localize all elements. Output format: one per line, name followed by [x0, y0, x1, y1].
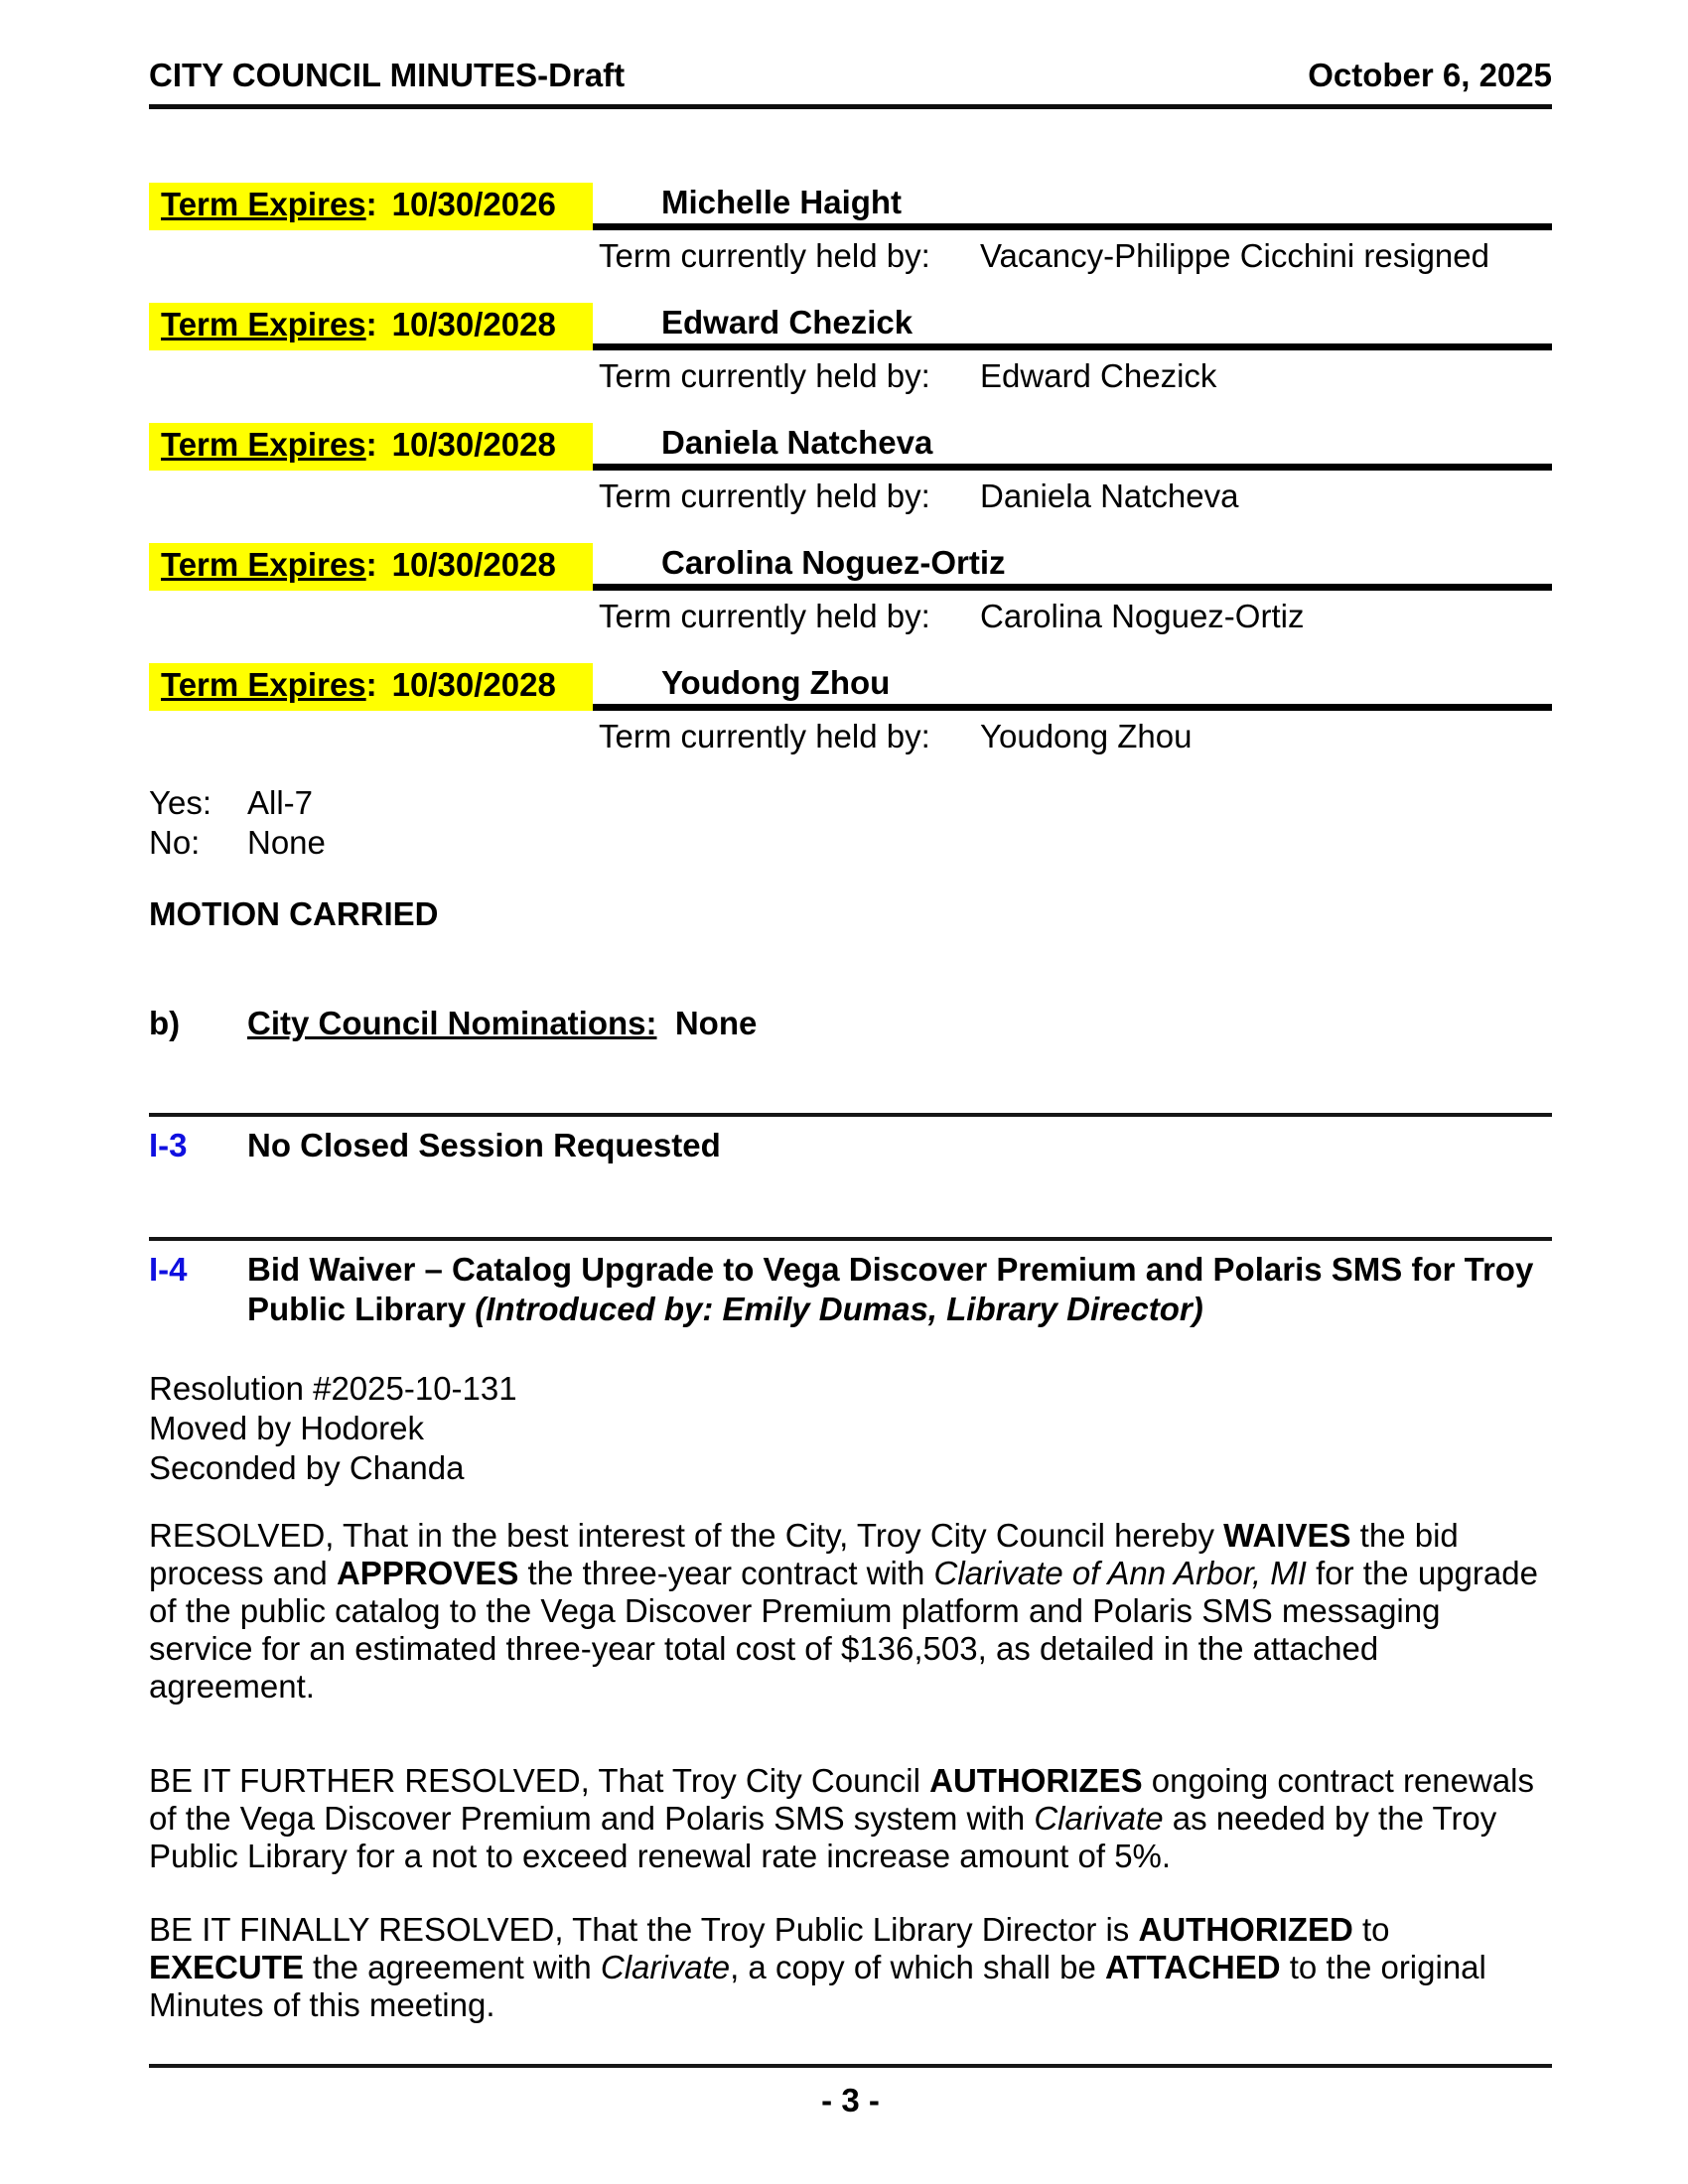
section-i4-row	[149, 1241, 1552, 1329]
vote-yes-row	[149, 783, 1552, 823]
appointee-name-cell	[593, 183, 1552, 230]
term-held-row	[599, 597, 1552, 636]
section-i4-number: I-4	[149, 1251, 188, 1288]
term-expires-highlight	[149, 663, 593, 711]
term-expires-highlight	[149, 183, 593, 230]
document-title: CITY COUNCIL MINUTES-Draft	[149, 57, 626, 93]
appointee-name: Youdong Zhou	[661, 664, 891, 701]
term-expires-date: 10/30/2028	[391, 426, 556, 463]
term-holder: Edward Chezick	[980, 357, 1217, 394]
term-entry	[149, 303, 1552, 396]
term-expires-colon: :	[365, 426, 377, 463]
term-held-label: Term currently held by:	[599, 237, 930, 274]
term-entry	[149, 543, 1552, 636]
nominations-text: City Council Nominations: None	[247, 1005, 758, 1041]
term-expires-date: 10/30/2028	[391, 546, 556, 583]
vote-no-value: None	[247, 824, 326, 861]
appointee-name-cell	[593, 543, 1552, 591]
appointee-name-cell	[593, 303, 1552, 350]
resolution-block	[149, 1369, 1552, 1488]
term-held-label: Term currently held by:	[599, 718, 930, 754]
appointee-name: Edward Chezick	[661, 304, 914, 341]
section-i3-title: No Closed Session Requested	[247, 1127, 721, 1163]
term-expires-highlight	[149, 423, 593, 471]
term-expires-colon: :	[365, 666, 377, 703]
term-entry-title-row	[149, 663, 1552, 711]
document-date: October 6, 2025	[1308, 57, 1552, 93]
vote-no-label: No:	[149, 824, 201, 861]
appointee-name-cell	[593, 423, 1552, 471]
term-expires-highlight	[149, 543, 593, 591]
term-entry-title-row	[149, 183, 1552, 230]
term-expires-date: 10/30/2026	[391, 186, 556, 222]
term-held-row	[599, 356, 1552, 396]
term-expires-date: 10/30/2028	[391, 306, 556, 342]
resolution-number: Resolution #2025-10-131	[149, 1370, 517, 1407]
term-held-label: Term currently held by:	[599, 478, 930, 514]
vote-no-row	[149, 823, 1552, 863]
motion-carried-text: MOTION CARRIED	[149, 895, 439, 932]
appointee-name: Carolina Noguez-Ortiz	[661, 544, 1006, 581]
page-number: - 3 -	[821, 2082, 880, 2118]
nominations-row	[149, 1004, 1552, 1043]
term-expires-colon: :	[365, 546, 377, 583]
page-header	[149, 56, 1552, 109]
term-entry-title-row	[149, 423, 1552, 471]
term-held-row	[599, 477, 1552, 516]
term-held-label: Term currently held by:	[599, 598, 930, 634]
section-i4-title: Bid Waiver – Catalog Upgrade to Vega Discover Premium and Polaris SMS for Troy Public Library (Introduced by: Emily Dumas, Library Director)	[247, 1251, 1534, 1327]
section-i3-number: I-3	[149, 1127, 188, 1163]
term-entries-list	[149, 183, 1552, 756]
page-footer	[149, 2064, 1552, 2120]
appointee-name-cell	[593, 663, 1552, 711]
resolution-seconded-by: Seconded by Chanda	[149, 1449, 465, 1486]
term-expires-label: Term Expires	[161, 666, 366, 703]
resolution-moved-by: Moved by Hodorek	[149, 1410, 424, 1446]
section-i3-row	[149, 1117, 1552, 1165]
term-expires-date: 10/30/2028	[391, 666, 556, 703]
vote-yes-label: Yes:	[149, 784, 212, 821]
term-holder: Youdong Zhou	[980, 718, 1193, 754]
term-expires-highlight	[149, 303, 593, 350]
vote-yes-value: All-7	[247, 784, 314, 821]
term-entry-title-row	[149, 543, 1552, 591]
term-expires-label: Term Expires	[161, 306, 366, 342]
nominations-item-letter: b)	[149, 1005, 181, 1041]
term-expires-label: Term Expires	[161, 186, 366, 222]
term-holder: Daniela Natcheva	[980, 478, 1239, 514]
term-held-label: Term currently held by:	[599, 357, 930, 394]
term-holder: Vacancy-Philippe Cicchini resigned	[980, 237, 1489, 274]
term-held-row	[599, 236, 1552, 276]
term-entry	[149, 423, 1552, 516]
appointee-name: Daniela Natcheva	[661, 424, 933, 461]
term-held-row	[599, 717, 1552, 756]
term-entry	[149, 183, 1552, 276]
resolved-paragraph-3: BE IT FINALLY RESOLVED, That the Troy Public Library Director is AUTHORIZED to EXECUTE the agreement with Clarivate, a copy of which shall be ATTACHED to the original Minutes of this meeting.	[149, 1911, 1486, 2023]
resolved-paragraph-2: BE IT FURTHER RESOLVED, That Troy City Council AUTHORIZES ongoing contract renewals of the Vega Discover Premium and Polaris SMS system with Clarivate as needed by the Troy Public Library for a not to exceed renewal rate increase amount of 5%.	[149, 1762, 1535, 1874]
term-entry-title-row	[149, 303, 1552, 350]
term-entry	[149, 663, 1552, 756]
appointee-name: Michelle Haight	[661, 184, 903, 220]
vote-tally	[149, 783, 1552, 863]
resolved-paragraph-1: RESOLVED, That in the best interest of the City, Troy City Council hereby WAIVES the bid process and APPROVES the three-year contract with Clarivate of Ann Arbor, MI for the upgrade of the public catalog to the Vega Discover Premium platform and Polaris SMS messaging service for an estimated three-year total cost of $136,503, as detailed in the attached agreement.	[149, 1517, 1538, 1705]
term-expires-colon: :	[365, 306, 377, 342]
term-expires-label: Term Expires	[161, 426, 366, 463]
term-holder: Carolina Noguez-Ortiz	[980, 598, 1305, 634]
term-expires-label: Term Expires	[161, 546, 366, 583]
term-expires-colon: :	[365, 186, 377, 222]
